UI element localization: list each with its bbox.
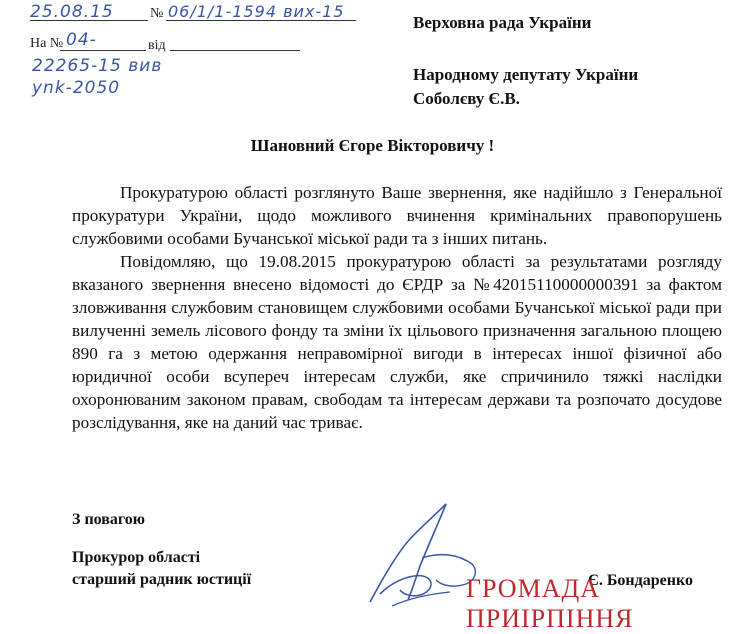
recipient-institution: Верховна рада України (413, 13, 592, 32)
date-handwritten: 25.08.15 (30, 2, 114, 22)
ref-number-line (60, 50, 146, 51)
signer-position (72, 547, 251, 591)
signer-position-line-2: старший радник юстиції (72, 571, 252, 588)
recipient-name: Соболєву Є.В. (413, 89, 520, 108)
registration-stamp-line-2: ynk-2050 (32, 78, 121, 98)
outgoing-number-block (30, 2, 360, 102)
ref-label: На № (30, 36, 64, 51)
recipient-block (413, 11, 733, 111)
salutation: Шановний Єгоре Вікторовичу ! (250, 136, 495, 155)
from-label: від (148, 38, 166, 53)
regards: З повагою (72, 511, 145, 528)
signer-name: Є. Бондаренко (588, 572, 693, 589)
paragraph-2: Повідомляю, що 19.08.2015 прокуратурою області за результатами розгляду вказаного звернення внесено відомості до ЄРДР за №42015110000000391 за фактом зловживання службовим становищем службовими особами Бучанської міської ради при вилученні земель лісового фонду та зміни їх цільового призначення загальною площею 890 га з метою одержання неправомірної вигоди в інтересах іншої фізичної або юридичної особи всупереч інтересам служби, яке спричинило тяжкі наслідки охоронюваним законом правам, свободам та інтересам держави та розпочато досудове розслідування, яке на даний час триває. (72, 252, 722, 432)
ref-number-handwritten: 04- (66, 30, 97, 50)
signer-position-line-1: Прокурор області (72, 549, 201, 566)
number-label: № (150, 6, 164, 21)
recipient-position: Народному депутату України (413, 65, 639, 84)
letter-body (72, 181, 722, 434)
watermark-text: ГРОМАДА ПРИІРПІННЯ (466, 574, 634, 633)
paragraph-1: Прокуратурою області розглянуто Ваше звернення, яке надійшло з Генеральної прокуратури України, щодо можливого вчинення кримінальних правопорушень службовими особами Бучанської міської ради та з інших питань. (72, 183, 722, 248)
number-handwritten: 06/1/1-1594 вих-15 (168, 2, 345, 21)
from-date-line (170, 50, 300, 51)
registration-stamp-line-1: 22265-15 вив (32, 56, 163, 76)
